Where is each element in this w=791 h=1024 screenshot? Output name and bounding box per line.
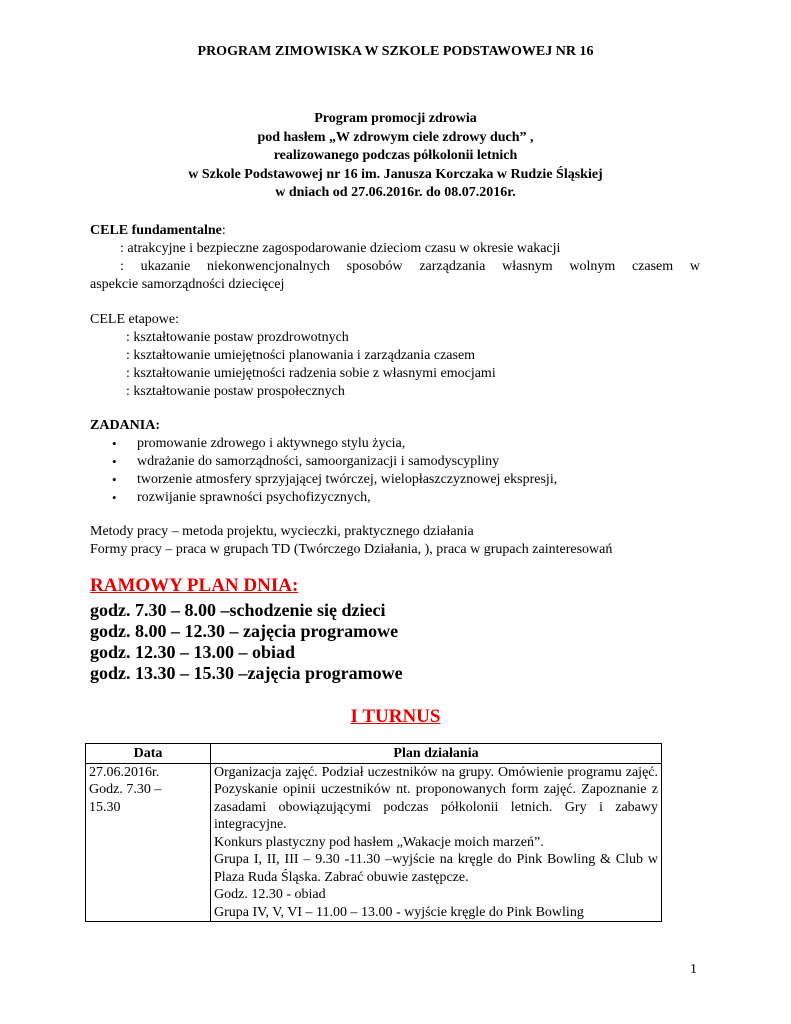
promo-line: w dniach od 27.06.2016r. do 08.07.2016r. (275, 185, 516, 200)
date-line: 27.06.2016r. (89, 764, 160, 780)
schedule-table (85, 743, 662, 922)
bullet-icon: • (112, 454, 117, 469)
zadania-item-text: wdrażanie do samorządności, samoorganizacji i samodyscypliny (137, 454, 500, 469)
table-row (86, 763, 662, 922)
plan-paragraph: Grupa IV, V, VI – 11.00 – 13.00 - wyjście kręgle do Pink Bowling (214, 904, 584, 920)
zadania-item-text: promowanie zdrowego i aktywnego stylu życia, (137, 436, 406, 451)
ramowy-plan-heading: RAMOWY PLAN DNIA: (90, 575, 299, 596)
zadania-item-text: rozwijanie sprawności psychofizycznych, (137, 490, 371, 505)
bullet-icon: • (112, 436, 117, 451)
plan-paragraph: Godz. 12.30 - obiad (214, 887, 326, 902)
cele-etapowe-item: : kształtowanie umiejętności planowania i zarządzania czasem (126, 348, 476, 363)
date-cell (86, 763, 211, 922)
plan-paragraph: Grupa I, II, III – 9.30 -11.30 –wyjście na kręgle do Pink Bowling & Club w Plaza Ruda Śląska. Zabrać obuwie zastępcze. (214, 852, 658, 885)
bullet-icon: • (112, 472, 117, 487)
cele-etapowe-item: : kształtowanie postaw prospołecznych (126, 384, 345, 399)
promo-line: Program promocji zdrowia (314, 111, 477, 126)
zadania-item-text: tworzenie atmosfery sprzyjającej twórczej, wielopłaszczyznowej ekspresji, (137, 472, 558, 487)
cele-fundamentalne-item: aspekcie samorządności dziecięcej (90, 277, 285, 292)
promo-line: realizowanego podczas półkolonii letnich (273, 148, 518, 163)
column-header-plan: Plan działania (211, 744, 662, 764)
plan-paragraph: Konkurs plastyczny pod hasłem „Wakacje moich marzeń”. (214, 834, 544, 850)
cele-fundamentalne-item: : atrakcyjne i bezpieczne zagospodarowanie dzieciom czasu w okresie wakacji (120, 241, 561, 256)
cele-fundamentalne-heading (90, 222, 226, 240)
bullet-icon: • (112, 490, 117, 505)
zadania-heading: ZADANIA: (90, 418, 160, 433)
cele-etapowe-item: : kształtowanie postaw prozdrowotnych (126, 330, 349, 345)
cele-fundamentalne-item: : ukazanie niekonwencjonalnych sposobów zarządzania własnym wolnym czasem w (120, 259, 700, 274)
promo-line: w Szkole Podstawowej nr 16 im. Janusza Korczaka w Rudzie Śląskiej (188, 166, 603, 182)
column-header-data: Data (86, 744, 211, 764)
document-title: PROGRAM ZIMOWISKA W SZKOLE PODSTAWOWEJ NR 16 (197, 44, 594, 59)
plan-line: godz. 12.30 – 13.00 – obiad (90, 642, 296, 662)
plan-cell (211, 763, 662, 922)
turnus-heading: I TURNUS (350, 706, 441, 727)
metody-pracy: Metody pracy – metoda projektu, wycieczki, praktycznego działania (90, 524, 474, 539)
date-line: 15.30 (89, 799, 121, 815)
cele-fundamentalne-label: CELE fundamentalne (90, 223, 222, 238)
plan-paragraph: Organizacja zajęć. Podział uczestników na grupy. Omówienie programu zajęć. Pozyskanie opinii uczestników nt. proponowanych form zajęć. Zapoznanie z zasadami obowiązującymi podczas półkolonii letnich. Gry i zabawy integracyjne. (214, 764, 658, 832)
page-number: 1 (690, 962, 697, 977)
cele-etapowe-heading: CELE etapowe: (90, 312, 180, 327)
cele-fundamentalne-colon: : (221, 223, 226, 238)
plan-line: godz. 13.30 – 15.30 –zajęcia programowe (90, 663, 403, 683)
plan-line: godz. 8.00 – 12.30 – zajęcia programowe (90, 621, 399, 641)
promo-line: pod hasłem „W zdrowym ciele zdrowy duch” , (257, 129, 534, 145)
cele-etapowe-item: : kształtowanie umiejętności radzenia sobie z własnymi emocjami (126, 366, 496, 381)
formy-pracy: Formy pracy – praca w grupach TD (Twórczego Działania, ), praca w grupach zainteresowań (90, 542, 613, 557)
table-header-row (86, 744, 662, 764)
date-line: Godz. 7.30 – (89, 782, 162, 797)
plan-line: godz. 7.30 – 8.00 –schodzenie się dzieci (90, 600, 386, 620)
promo-block (0, 110, 791, 203)
